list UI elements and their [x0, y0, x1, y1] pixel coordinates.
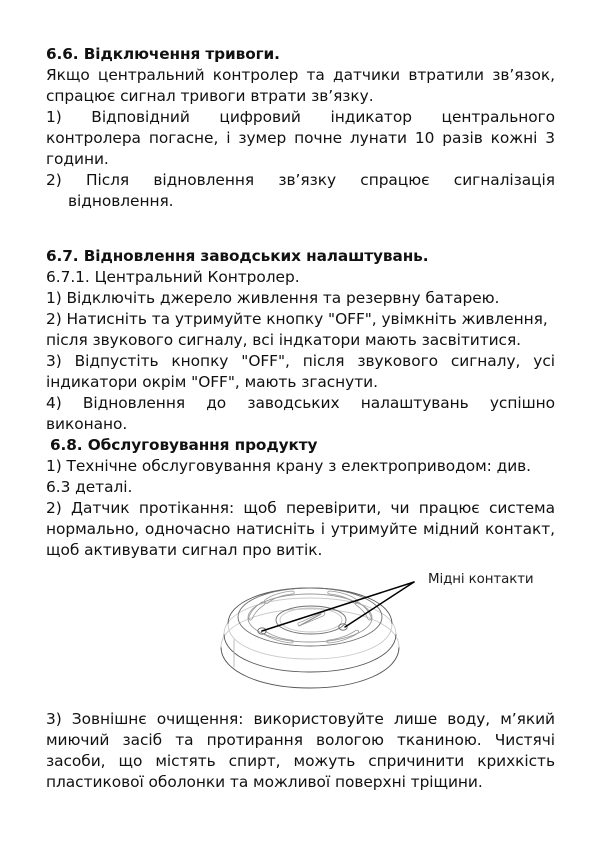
heading-6-7: 6.7. Відновлення заводських налаштувань.: [46, 247, 429, 265]
paragraph-6-8-item-2: 2) Датчик протікання: щоб перевірити, чи працює система нормально, одночасно натисніть і утримуйте мідний контакт, щоб активувати сигнал про витік.: [46, 499, 555, 559]
heading-6-6: 6.6. Відключення тривоги.: [46, 45, 280, 63]
paragraph-6-7-item-1: 1) Відключіть джерело живлення та резервну батарею.: [46, 289, 500, 307]
section-spacer-6-6-6-7: [46, 212, 555, 246]
paragraph-6-8-item-3: 3) Зовнішнє очищення: використовуйте лише воду, м’який миючий засіб та протирання вологою тканиною. Чистячі засоби, що містять спирт, можуть спричинити крихкість пластикової оболонки та можливої поверхні тріщини.: [46, 710, 555, 791]
paragraph-6-6-intro: Якщо центральний контролер та датчики втратили зв’язок, спрацює сигнал тривоги втрати зв’язку.: [46, 66, 555, 105]
paragraph-6-7-item-2: 2) Натисніть та утримуйте кнопку "OFF", увімкніть живлення, після звукового сигналу, всі індкатори мають засвітитися.: [46, 310, 548, 349]
document-body-tail: [46, 709, 555, 793]
paragraph-6-7-item-4: 4) Відновлення до заводських налаштувань успішно виконано.: [46, 394, 555, 433]
callout-label-copper-contacts: Мідні контакти: [428, 572, 534, 587]
paragraph-6-7-item-3: 3) Відпустіть кнопку "OFF", після звукового сигналу, усі індикатори окрім "OFF", мають згаснути.: [46, 352, 555, 391]
heading-6-8: 6.8. Обслуговування продукту: [50, 436, 318, 454]
paragraph-6-6-item-1: 1) Відповідний цифровий індикатор центрального контролера погасне, і зумер почне лунати 10 разів кожні 3 години.: [46, 108, 555, 168]
paragraph-6-8-item-1: 1) Технічне обслуговування крану з електроприводом: див. 6.3 деталі.: [46, 457, 532, 496]
paragraph-6-6-item-2: 2) Після відновлення зв’язку спрацює сигналізація відновлення.: [46, 171, 555, 210]
subheading-6-7-1: 6.7.1. Центральний Контролер.: [46, 268, 300, 286]
document-body: [46, 44, 555, 561]
